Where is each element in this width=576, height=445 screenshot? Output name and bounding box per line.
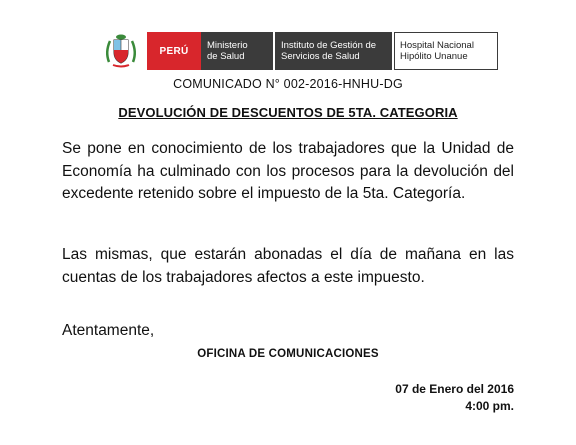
paragraph-2: Las mismas, que estarán abonadas el día de mañana en las cuentas de los trabajadores afectos a este impuesto. bbox=[62, 246, 514, 286]
hospital-line2: Hipólito Unanue bbox=[400, 51, 468, 62]
paragraph-1: Se pone en conocimiento de los trabajadores que la Unidad de Economía ha culminado con los procesos para la devolución del excedente retenido sobre el impuesto de la 5ta. Categoría. bbox=[62, 140, 514, 202]
letterhead bbox=[103, 32, 498, 70]
hospital-line1: Hospital Nacional bbox=[400, 40, 474, 51]
ministerio-line1: Ministerio bbox=[207, 40, 248, 51]
office-signature: OFICINA DE COMUNICACIONES bbox=[197, 348, 379, 360]
ministerio-label bbox=[201, 32, 273, 70]
date-block bbox=[395, 381, 514, 415]
ministerio-line2: de Salud bbox=[207, 51, 245, 62]
closing-salutation: Atentamente, bbox=[62, 322, 155, 339]
comunicado-number: COMUNICADO N° 002-2016-HNHU-DG bbox=[173, 77, 403, 91]
instituto-line2: Servicios de Salud bbox=[281, 51, 360, 62]
document-title: DEVOLUCIÓN DE DESCUENTOS DE 5TA. CATEGORIA bbox=[118, 105, 458, 120]
hospital-label bbox=[394, 32, 498, 70]
date-text: 07 de Enero del 2016 bbox=[395, 382, 514, 396]
instituto-label bbox=[275, 32, 392, 70]
instituto-line1: Instituto de Gestión de bbox=[281, 40, 377, 51]
peru-label: PERÚ bbox=[147, 32, 201, 70]
time-text: 4:00 pm. bbox=[465, 399, 514, 413]
peru-coat-of-arms-icon bbox=[103, 32, 139, 70]
